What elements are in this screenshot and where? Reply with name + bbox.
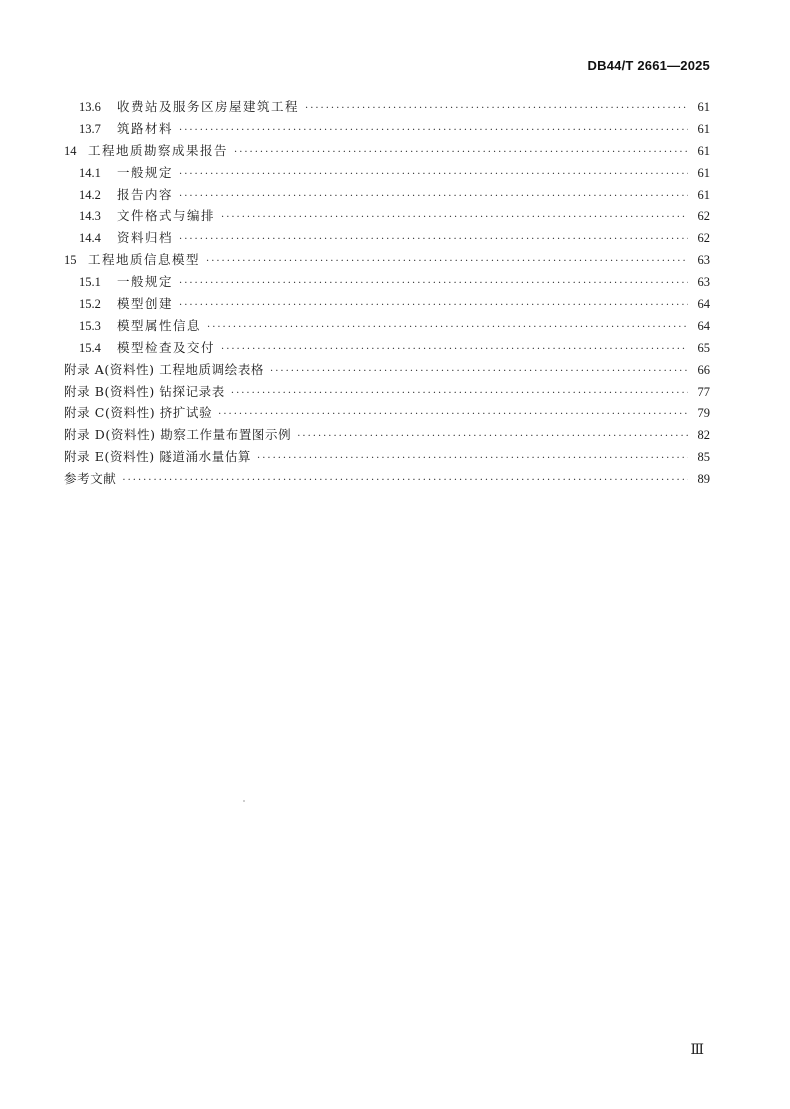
toc-entry[interactable] [64, 271, 710, 293]
toc-entry[interactable] [64, 118, 710, 140]
toc-entry-page: 79 [697, 406, 710, 421]
toc-entry-title: 附录 E(资料性) 隧道涌水量估算 [64, 449, 252, 465]
toc-entry[interactable] [64, 205, 710, 227]
toc-entry-title: 资料归档 [117, 230, 174, 246]
standard-code-header: DB44/T 2661—2025 [587, 58, 710, 73]
dot-leader [122, 470, 688, 492]
toc-entry[interactable] [64, 249, 710, 271]
scan-speck [243, 800, 245, 802]
toc-entry-title: 一般规定 [117, 274, 174, 290]
dot-leader [221, 339, 688, 361]
toc-entry-page: 64 [697, 318, 710, 333]
dot-leader [231, 383, 688, 405]
toc-entry-title: 工程地质信息模型 [88, 252, 201, 268]
toc-entry-number: 15.3 [79, 318, 101, 333]
toc-entry-number: 14.3 [79, 209, 101, 224]
toc-entry-title: 一般规定 [117, 164, 174, 180]
toc-entry-number: 14.2 [79, 187, 101, 202]
toc-entry-page: 61 [697, 121, 710, 136]
toc-entry-page: 61 [697, 143, 710, 158]
dot-leader [179, 295, 688, 317]
dot-leader [218, 404, 688, 426]
dot-leader [257, 448, 688, 470]
table-of-contents [64, 96, 710, 490]
toc-entry-page: 77 [697, 384, 710, 399]
dot-leader [206, 251, 688, 273]
dot-leader [270, 361, 688, 383]
toc-entry-title: 附录 C(资料性) 挤扩试验 [64, 405, 213, 421]
toc-entry[interactable] [64, 96, 710, 118]
toc-entry-title: 附录 B(资料性) 钻探记录表 [64, 383, 225, 399]
toc-entry[interactable] [64, 184, 710, 206]
dot-leader [179, 229, 688, 251]
dot-leader [221, 207, 688, 229]
dot-leader [234, 142, 688, 164]
toc-entry-number: 15 [64, 253, 77, 268]
toc-entry-page: 62 [697, 231, 710, 246]
toc-entry-title: 工程地质勘察成果报告 [88, 142, 229, 158]
toc-entry-title: 模型创建 [117, 296, 174, 312]
dot-leader [305, 98, 688, 120]
dot-leader [179, 120, 688, 142]
page-number: Ⅲ [690, 1043, 704, 1058]
toc-entry-title: 附录 D(资料性) 勘察工作量布置图示例 [64, 427, 292, 443]
toc-entry-title: 筑路材料 [117, 120, 174, 136]
toc-entry-page: 61 [697, 100, 710, 114]
toc-entry-number: 13.7 [79, 121, 101, 136]
toc-entry-number: 15.1 [79, 275, 101, 290]
toc-entry-page: 61 [697, 187, 710, 202]
dot-leader [179, 164, 688, 186]
toc-entry[interactable] [64, 140, 710, 162]
toc-entry-title: 模型检查及交付 [117, 339, 216, 355]
toc-entry[interactable] [64, 446, 710, 468]
dot-leader [179, 186, 688, 208]
toc-entry-page: 62 [697, 209, 710, 224]
toc-entry-page: 63 [697, 253, 710, 268]
toc-entry[interactable] [64, 315, 710, 337]
toc-entry-number: 14 [64, 143, 77, 158]
toc-entry[interactable] [64, 381, 710, 403]
toc-entry-title: 收费站及服务区房屋建筑工程 [117, 99, 300, 114]
toc-entry-page: 63 [697, 275, 710, 290]
toc-entry[interactable] [64, 337, 710, 359]
toc-entry-page: 66 [697, 362, 710, 377]
toc-entry[interactable] [64, 359, 710, 381]
dot-leader [179, 273, 688, 295]
toc-entry[interactable] [64, 468, 710, 490]
toc-entry-number: 13.6 [79, 100, 101, 114]
toc-entry-page: 82 [697, 428, 710, 443]
toc-entry-title: 附录 A(资料性) 工程地质调绘表格 [64, 361, 265, 377]
toc-entry-page: 64 [697, 297, 710, 312]
toc-entry-title: 模型属性信息 [117, 317, 202, 333]
toc-entry-title: 报告内容 [117, 186, 174, 202]
toc-entry-page: 85 [697, 450, 710, 465]
toc-entry-number: 15.4 [79, 340, 101, 355]
dot-leader [297, 426, 688, 448]
toc-entry-page: 89 [697, 472, 710, 487]
toc-entry[interactable] [64, 402, 710, 424]
toc-entry-title: 文件格式与编排 [117, 208, 216, 224]
toc-entry-title: 参考文献 [64, 471, 117, 487]
toc-entry[interactable] [64, 424, 710, 446]
dot-leader [207, 317, 688, 339]
toc-entry[interactable] [64, 227, 710, 249]
toc-entry-number: 14.1 [79, 165, 101, 180]
toc-entry[interactable] [64, 162, 710, 184]
toc-entry-page: 65 [697, 340, 710, 355]
toc-entry-number: 14.4 [79, 231, 101, 246]
toc-entry-page: 61 [697, 165, 710, 180]
toc-entry[interactable] [64, 293, 710, 315]
toc-entry-number: 15.2 [79, 297, 101, 312]
